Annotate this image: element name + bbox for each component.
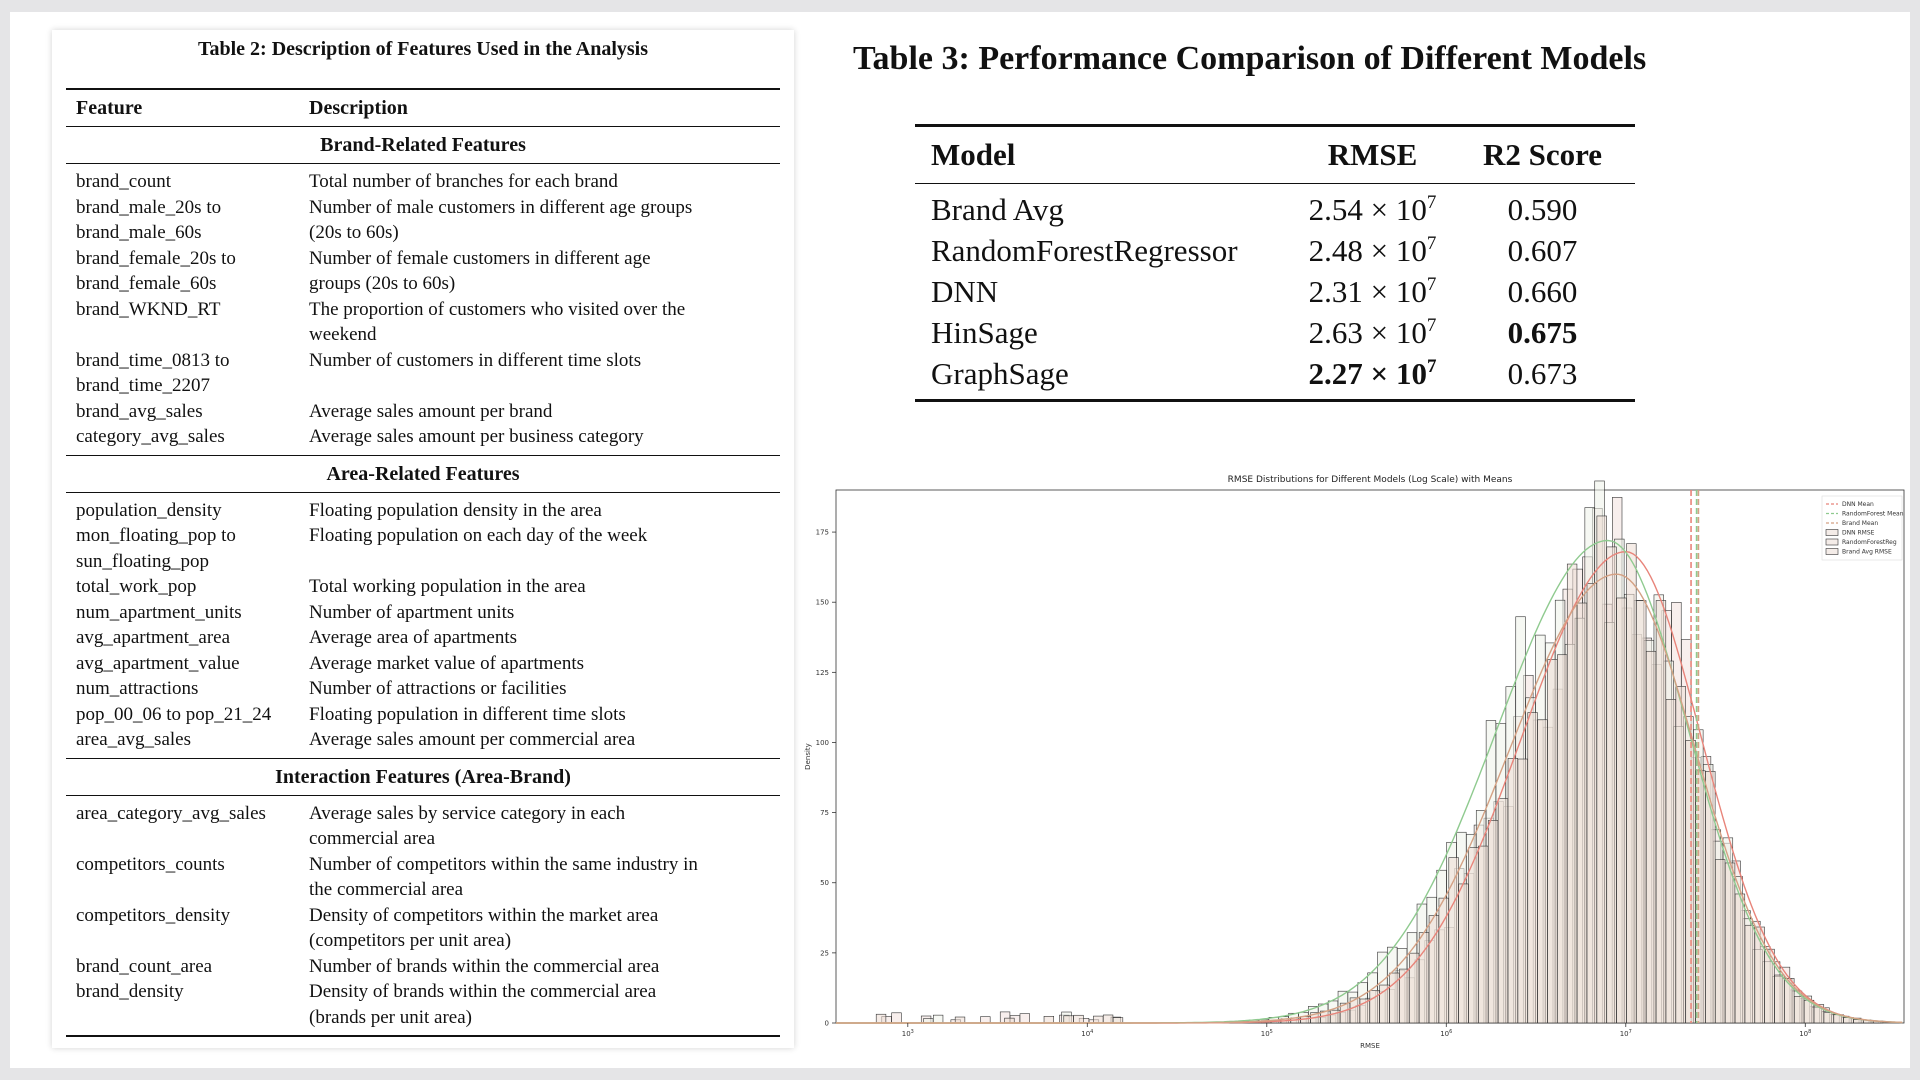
histogram-bar bbox=[892, 1013, 902, 1023]
feature-name bbox=[66, 979, 309, 1030]
feature-description-line: Average sales amount per brand bbox=[309, 400, 553, 422]
feature-description bbox=[309, 979, 780, 1030]
feature-description bbox=[309, 297, 780, 348]
x-tick-label: $10^8$ bbox=[1799, 1029, 1812, 1038]
feature-name-line: brand_WKND_RT bbox=[76, 298, 221, 320]
feature-name bbox=[66, 600, 309, 626]
feature-description bbox=[309, 498, 780, 524]
feature-row bbox=[66, 600, 780, 626]
histogram-bar bbox=[955, 1017, 965, 1023]
r2-value: 0.590 bbox=[1507, 191, 1578, 227]
feature-name-line: population_density bbox=[76, 499, 222, 521]
model-name: GraphSage bbox=[931, 355, 1069, 391]
histogram-bar bbox=[1469, 848, 1479, 1023]
histogram-bar bbox=[1064, 1016, 1074, 1023]
feature-name-line: brand_male_60s bbox=[76, 222, 202, 243]
rmse-mantissa: 2.63 × 10 bbox=[1308, 314, 1427, 350]
histogram-bar bbox=[1577, 603, 1587, 1023]
feature-description-line: Number of attractions or facilities bbox=[309, 678, 567, 699]
model-row bbox=[915, 230, 1635, 271]
feature-name bbox=[66, 801, 309, 852]
table2-bottom-rule bbox=[66, 1035, 780, 1037]
histogram-bar bbox=[1478, 846, 1488, 1023]
feature-description-line: Number of apartment units bbox=[309, 601, 515, 623]
histogram-bar bbox=[1528, 713, 1538, 1023]
model-name: RandomForestRegressor bbox=[931, 232, 1238, 268]
feature-row bbox=[66, 954, 780, 980]
histogram-bar bbox=[1735, 894, 1745, 1023]
table3-caption: Table 3: Performance Comparison of Different Models bbox=[853, 40, 1647, 77]
feature-name bbox=[66, 625, 309, 651]
histogram-bar bbox=[1113, 1018, 1123, 1023]
feature-name-line: brand_female_60s bbox=[76, 273, 217, 294]
histogram-bar bbox=[1538, 720, 1548, 1023]
table3-body bbox=[915, 189, 1635, 394]
feature-name-line: category_avg_sales bbox=[76, 426, 225, 447]
histogram-bar bbox=[1093, 1016, 1103, 1023]
feature-description-line: Floating population density in the area bbox=[309, 499, 602, 521]
histogram-bar bbox=[980, 1017, 990, 1023]
feature-row bbox=[66, 676, 780, 702]
legend-label: Brand Avg RMSE bbox=[1842, 548, 1892, 556]
feature-row bbox=[66, 625, 780, 651]
rmse-mantissa: 2.54 × 10 bbox=[1308, 191, 1427, 227]
rmse-value bbox=[1295, 233, 1450, 269]
feature-description-line: (20s to 60s) bbox=[309, 222, 399, 243]
table2-caption: Table 2: Description of Features Used in the Analysis bbox=[197, 38, 649, 60]
feature-description bbox=[309, 801, 780, 852]
feature-name-line: area_category_avg_sales bbox=[76, 802, 266, 824]
histogram-bar bbox=[1636, 601, 1646, 1023]
feature-name-line: total_work_pop bbox=[76, 576, 197, 597]
feature-description bbox=[309, 195, 780, 246]
feature-description-line: (competitors per unit area) bbox=[309, 930, 512, 951]
section-body bbox=[66, 493, 780, 758]
feature-description-line: Number of brands within the commercial area bbox=[309, 955, 660, 977]
feature-row bbox=[66, 195, 780, 246]
feature-row bbox=[66, 246, 780, 297]
feature-name bbox=[66, 727, 309, 753]
feature-row bbox=[66, 348, 780, 399]
feature-description-line: The proportion of customers who visited over the bbox=[309, 298, 686, 320]
feature-row bbox=[66, 727, 780, 753]
histogram-bar bbox=[1044, 1016, 1054, 1023]
histogram-bar bbox=[1666, 699, 1676, 1023]
feature-name-line: competitors_density bbox=[76, 904, 231, 926]
feature-description-line: Average sales amount per commercial area bbox=[309, 729, 636, 750]
feature-description-line: Floating population on each day of the week bbox=[309, 525, 648, 546]
model-name: HinSage bbox=[931, 314, 1038, 350]
legend-swatch bbox=[1826, 549, 1838, 555]
feature-description-line: commercial area bbox=[309, 828, 436, 849]
r2-value: 0.673 bbox=[1507, 355, 1578, 391]
r2-value: 0.607 bbox=[1507, 232, 1578, 268]
feature-row bbox=[66, 702, 780, 728]
rmse-value bbox=[1295, 192, 1450, 228]
x-axis-label: RMSE bbox=[1360, 1042, 1380, 1050]
model-row bbox=[915, 353, 1635, 394]
histogram-bar bbox=[1646, 651, 1656, 1023]
feature-name-line: brand_avg_sales bbox=[76, 400, 203, 422]
model-row bbox=[915, 271, 1635, 312]
feature-row bbox=[66, 498, 780, 524]
section-title: Interaction Features (Area-Brand) bbox=[275, 765, 571, 788]
legend-label: DNN RMSE bbox=[1842, 529, 1875, 537]
feature-description bbox=[309, 600, 780, 626]
feature-name bbox=[66, 399, 309, 425]
rmse-exponent: 7 bbox=[1426, 273, 1437, 295]
histogram-bar bbox=[876, 1014, 886, 1023]
section-body bbox=[66, 796, 780, 1036]
feature-description bbox=[309, 424, 780, 450]
r2-value: 0.675 bbox=[1507, 314, 1578, 350]
feature-name-line: brand_time_0813 to bbox=[76, 349, 230, 371]
y-tick-label: 50 bbox=[820, 879, 829, 888]
rmse-exponent: 7 bbox=[1426, 232, 1437, 254]
feature-name-line: area_avg_sales bbox=[76, 729, 191, 750]
rmse-value bbox=[1295, 356, 1450, 392]
feature-description-line: Average market value of apartments bbox=[309, 652, 585, 674]
feature-description bbox=[309, 651, 780, 677]
chart-title: RMSE Distributions for Different Models (Log Scale) with Means bbox=[1227, 475, 1513, 485]
feature-name bbox=[66, 424, 309, 450]
feature-description-line: Number of female customers in different age bbox=[309, 247, 651, 269]
rmse-exponent: 7 bbox=[1426, 314, 1437, 336]
feature-name-line: brand_count bbox=[76, 171, 171, 192]
feature-name-line: brand_count_area bbox=[76, 955, 213, 977]
rmse-exponent: 7 bbox=[1426, 191, 1437, 213]
histogram-bar bbox=[1103, 1015, 1113, 1023]
feature-row bbox=[66, 169, 780, 195]
y-tick-label: 175 bbox=[815, 528, 829, 537]
histogram-bar bbox=[1794, 996, 1804, 1023]
feature-description bbox=[309, 574, 780, 600]
model-name: DNN bbox=[931, 273, 999, 309]
feature-row bbox=[66, 801, 780, 852]
histogram-bar bbox=[1824, 1013, 1834, 1023]
feature-name-line: num_attractions bbox=[76, 678, 199, 699]
histogram-bar bbox=[1459, 884, 1469, 1023]
histogram-bar bbox=[1508, 758, 1518, 1023]
feature-name bbox=[66, 852, 309, 903]
feature-name-line: brand_female_20s to bbox=[76, 247, 236, 269]
feature-name bbox=[66, 523, 309, 574]
feature-description bbox=[309, 246, 780, 297]
feature-name-line: brand_male_20s to bbox=[76, 196, 222, 218]
feature-name-line: brand_density bbox=[76, 981, 184, 1002]
histogram-bar bbox=[1587, 583, 1597, 1023]
legend-label: RandomForest Mean bbox=[1842, 510, 1904, 518]
histogram-bar bbox=[1498, 799, 1508, 1023]
feature-description bbox=[309, 625, 780, 651]
rmse-value bbox=[1295, 274, 1450, 310]
feature-row bbox=[66, 297, 780, 348]
rmse-exponent: 7 bbox=[1426, 355, 1437, 377]
histogram-bar bbox=[1449, 858, 1459, 1023]
x-tick-label: $10^6$ bbox=[1440, 1029, 1453, 1038]
feature-row bbox=[66, 903, 780, 954]
histogram-bar bbox=[1676, 686, 1686, 1023]
header-rmse: RMSE bbox=[1327, 137, 1418, 172]
histogram-bar bbox=[1626, 544, 1636, 1023]
x-tick-label: $10^4$ bbox=[1081, 1029, 1094, 1038]
feature-description bbox=[309, 523, 780, 574]
histogram-bar bbox=[1518, 759, 1528, 1023]
rmse-value bbox=[1295, 315, 1450, 351]
feature-description bbox=[309, 676, 780, 702]
feature-name bbox=[66, 651, 309, 677]
feature-name bbox=[66, 574, 309, 600]
feature-name-line: pop_00_06 to pop_21_24 bbox=[76, 703, 272, 725]
histogram-bar bbox=[1617, 598, 1627, 1023]
histogram-bar bbox=[1656, 600, 1666, 1023]
table3-header-row bbox=[915, 127, 1635, 183]
histogram-bar bbox=[1745, 925, 1755, 1023]
histogram-bar bbox=[1775, 975, 1785, 1023]
feature-description-line: Average sales by service category in each bbox=[309, 802, 626, 824]
histogram-bar bbox=[1725, 863, 1735, 1023]
histogram-bar bbox=[1548, 659, 1558, 1023]
feature-row bbox=[66, 574, 780, 600]
feature-description bbox=[309, 169, 780, 195]
feature-description-line: Density of competitors within the market area bbox=[309, 904, 659, 926]
feature-name bbox=[66, 246, 309, 297]
legend-label: Brand Mean bbox=[1842, 520, 1879, 528]
section-body bbox=[66, 164, 780, 455]
legend-swatch bbox=[1826, 539, 1838, 545]
y-axis-label: Density bbox=[804, 743, 812, 770]
histogram-bar bbox=[1439, 898, 1449, 1023]
r2-value: 0.660 bbox=[1507, 273, 1578, 309]
histogram-bar bbox=[1597, 516, 1607, 1023]
feature-description bbox=[309, 399, 780, 425]
feature-description-line: Average area of apartments bbox=[309, 627, 517, 648]
feature-name bbox=[66, 498, 309, 524]
header-r2: R2 Score bbox=[1482, 137, 1603, 172]
rmse-mantissa: 2.48 × 10 bbox=[1308, 232, 1427, 268]
histogram-bar bbox=[1557, 655, 1567, 1023]
header-feature: Feature bbox=[76, 96, 143, 119]
histogram-bar bbox=[1567, 564, 1577, 1023]
feature-name-line: mon_floating_pop to bbox=[76, 525, 236, 546]
feature-description-line: Floating population in different time slots bbox=[309, 703, 626, 725]
rmse-mantissa: 2.27 × 10 bbox=[1308, 355, 1427, 391]
feature-description bbox=[309, 954, 780, 980]
feature-description bbox=[309, 702, 780, 728]
feature-name bbox=[66, 169, 309, 195]
feature-row bbox=[66, 852, 780, 903]
y-tick-label: 25 bbox=[820, 949, 829, 958]
histogram-bar bbox=[1715, 860, 1725, 1023]
feature-row bbox=[66, 399, 780, 425]
table3-bottom-rule bbox=[915, 399, 1635, 402]
y-tick-label: 0 bbox=[824, 1019, 829, 1028]
feature-name bbox=[66, 676, 309, 702]
histogram-bar bbox=[1607, 547, 1617, 1023]
model-row bbox=[915, 312, 1635, 353]
table3-mid-rule bbox=[915, 183, 1635, 184]
feature-row bbox=[66, 424, 780, 450]
feature-description-line: Number of customers in different time slots bbox=[309, 349, 642, 371]
feature-name bbox=[66, 903, 309, 954]
feature-name bbox=[66, 954, 309, 980]
feature-name-line: avg_apartment_value bbox=[76, 652, 240, 674]
feature-description-line: Number of competitors within the same industry in bbox=[309, 853, 698, 875]
x-tick-label: $10^5$ bbox=[1260, 1029, 1273, 1038]
y-tick-label: 75 bbox=[820, 809, 829, 818]
feature-description-line: Density of brands within the commercial area bbox=[309, 981, 657, 1002]
table2-sections bbox=[66, 126, 780, 1035]
feature-row bbox=[66, 523, 780, 574]
feature-name-line: avg_apartment_area bbox=[76, 627, 231, 648]
feature-name bbox=[66, 195, 309, 246]
feature-row bbox=[66, 979, 780, 1030]
rmse-mantissa: 2.31 × 10 bbox=[1308, 273, 1427, 309]
histogram-bar bbox=[1074, 1015, 1084, 1023]
x-tick-label: $10^7$ bbox=[1619, 1029, 1632, 1038]
feature-description-line: Number of male customers in different age groups bbox=[309, 196, 693, 218]
model-row bbox=[915, 189, 1635, 230]
feature-description bbox=[309, 852, 780, 903]
legend-label: DNN Mean bbox=[1842, 501, 1874, 509]
feature-description bbox=[309, 903, 780, 954]
y-tick-label: 150 bbox=[815, 598, 829, 607]
header-model: Model bbox=[931, 137, 1016, 172]
header-description: Description bbox=[309, 96, 408, 119]
feature-name-line: sun_floating_pop bbox=[76, 550, 209, 572]
feature-description-line: Total number of branches for each brand bbox=[309, 171, 618, 192]
section-title: Brand-Related Features bbox=[320, 134, 526, 156]
histogram-bar bbox=[1020, 1014, 1030, 1023]
feature-name-line: competitors_counts bbox=[76, 853, 225, 875]
model-name: Brand Avg bbox=[931, 191, 1064, 227]
feature-description-line: weekend bbox=[309, 324, 377, 345]
histogram-bar bbox=[933, 1015, 943, 1023]
histogram-bar bbox=[1488, 820, 1498, 1023]
feature-row bbox=[66, 651, 780, 677]
feature-description-line: the commercial area bbox=[309, 879, 464, 900]
feature-description-line: (brands per unit area) bbox=[309, 1006, 473, 1028]
feature-description bbox=[309, 348, 780, 399]
feature-name bbox=[66, 297, 309, 348]
x-tick-label: $10^3$ bbox=[901, 1029, 914, 1038]
performance-table bbox=[915, 124, 1635, 402]
feature-description bbox=[309, 727, 780, 753]
table2-header-row bbox=[66, 90, 780, 126]
legend-swatch bbox=[1826, 530, 1838, 536]
histogram-bar bbox=[1005, 1018, 1015, 1023]
feature-name bbox=[66, 702, 309, 728]
y-tick-label: 100 bbox=[815, 738, 829, 747]
features-table bbox=[66, 88, 780, 1037]
features-table-card bbox=[52, 30, 794, 1048]
feature-description-line: Average sales amount per business category bbox=[309, 426, 644, 447]
legend-label: RandomForestReg bbox=[1842, 539, 1897, 547]
feature-name bbox=[66, 348, 309, 399]
feature-description-line: Total working population in the area bbox=[309, 576, 586, 597]
feature-description-line: groups (20s to 60s) bbox=[309, 273, 456, 294]
feature-name-line: num_apartment_units bbox=[76, 601, 242, 623]
feature-name-line: brand_time_2207 bbox=[76, 375, 211, 396]
section-title: Area-Related Features bbox=[326, 462, 520, 485]
y-tick-label: 125 bbox=[815, 668, 829, 677]
rmse-distribution-chart bbox=[800, 470, 1910, 1052]
